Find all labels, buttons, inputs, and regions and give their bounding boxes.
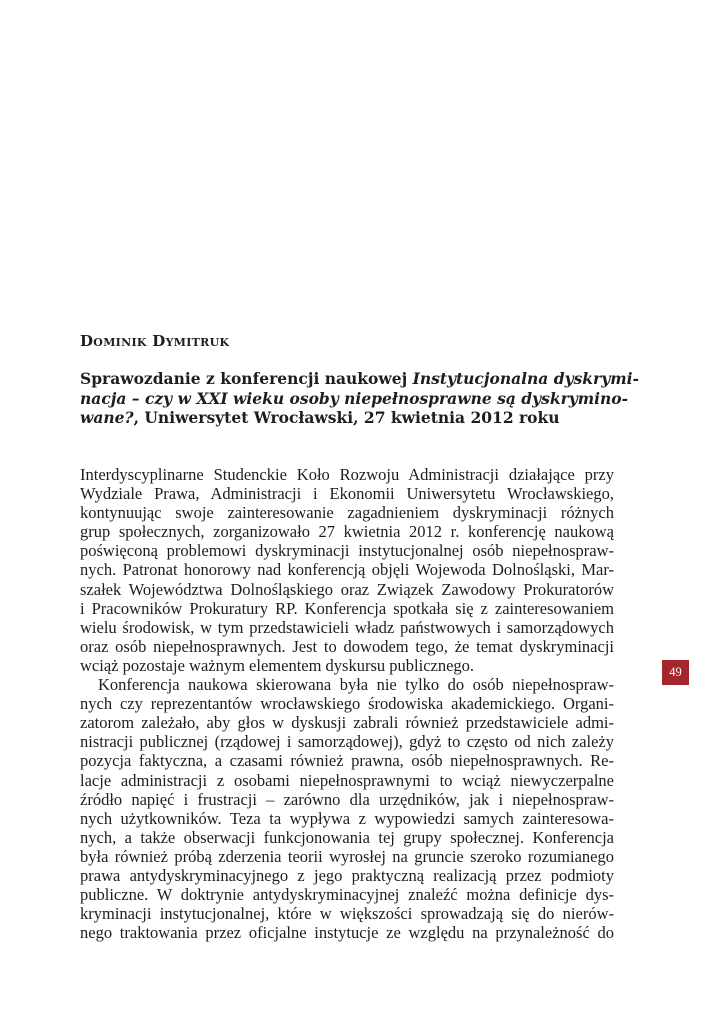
article-title	[80, 369, 639, 428]
text-line: kryminacji instytucjonalnej, które w większości sprowadzają się do nierów-	[80, 904, 614, 924]
title-text: Sprawozdanie z konferencji naukowej	[80, 369, 413, 388]
text-line: Wydziale Prawa, Administracji i Ekonomii Uniwersytetu Wrocławskiego,	[80, 484, 614, 504]
text-line: i Pracowników Prokuratury RP. Konferencja spotkała się z zainteresowaniem	[80, 598, 614, 618]
text-line: nych użytkowników. Teza ta wypływa z wypowiedzi samych zainteresowa-	[80, 808, 614, 828]
text-line: Interdyscyplinarne Studenckie Koło Rozwoju Administracji działające przy	[80, 465, 614, 484]
text-line: Konferencja naukowa skierowana była nie tylko do osób niepełnospraw-	[98, 675, 614, 695]
text-line: pozycja faktyczna, a czasami również prawna, osób niepełnosprawnych. Re-	[80, 751, 614, 771]
title-line	[80, 369, 639, 389]
text-line: grup społecznych, zorganizowało 27 kwietnia 2012 r. konferencję naukową	[80, 522, 614, 542]
text-line: wielu środowisk, w tym przedstawicieli władz państwowych i samorządowych	[80, 617, 614, 637]
article-body	[80, 465, 614, 942]
text-line: nistracji publicznej (rządowej i samorządowej), gdyż to często od nich zależy	[80, 732, 614, 752]
paragraph-1	[80, 465, 614, 675]
text-line: zatorom zależało, aby głos w dyskusji zabrali również przedstawiciele admi-	[80, 713, 614, 733]
text-line-last: wciąż pozostaje ważnym elementem dyskursu publicznego.	[80, 655, 475, 675]
text-line: źródło napięć i frustracji – zarówno dla urzędników, jak i niepełnospraw-	[80, 789, 614, 809]
text-line: prawa antydyskryminacyjnego z jego praktyczną realizacją przez podmioty	[80, 865, 614, 885]
title-text-italic: wane?	[80, 408, 134, 427]
text-line: nego traktowania przez oficjalne instytucje ze względu na przynależność do	[80, 923, 614, 943]
text-line: szałek Województwa Dolnośląskiego oraz Związek Zawodowy Prokuratorów	[80, 579, 614, 599]
text-line: była również próbą zderzenia teorii wyrosłej na gruncie szeroko rozumianego	[80, 846, 614, 866]
title-line	[80, 408, 639, 428]
text-line: nych czy reprezentantów wrocławskiego środowiska akademickiego. Organi-	[80, 694, 614, 714]
title-line	[80, 389, 639, 409]
text-line: kontynuując swoje zainteresowanie zagadnieniem dyskryminacji różnych	[80, 503, 614, 523]
page-number-badge: 49	[662, 660, 689, 685]
title-text-italic: Instytucjonalna dyskrymi-	[412, 369, 639, 388]
text-line: lacje administracji z osobami niepełnosprawnymi to wciąż niewyczerpalne	[80, 770, 614, 790]
text-line: nych, a także obserwacji funkcjonowania tej grupy społecznej. Konferencja	[80, 827, 614, 847]
text-line: publiczne. W doktrynie antydyskryminacyjnej znaleźć można definicje dys-	[80, 885, 614, 905]
text-line: nych. Patronat honorowy nad konferencją objęli Wojewoda Dolnośląski, Mar-	[80, 560, 614, 580]
author-name: Dominik Dymitruk	[80, 332, 230, 350]
text-line: oraz osób niepełnosprawnych. Jest to dowodem tego, że temat dyskryminacji	[80, 636, 614, 656]
title-text-italic: nacja – czy w XXI wieku osoby niepełnosprawne są dyskrymino-	[80, 388, 629, 408]
title-text: , Uniwersytet Wrocławski, 27 kwietnia 2012 roku	[133, 408, 560, 427]
paragraph-2	[80, 675, 614, 942]
text-line: poświęconą problemowi dyskryminacji instytucjonalnej osób niepełnospraw-	[80, 541, 614, 561]
